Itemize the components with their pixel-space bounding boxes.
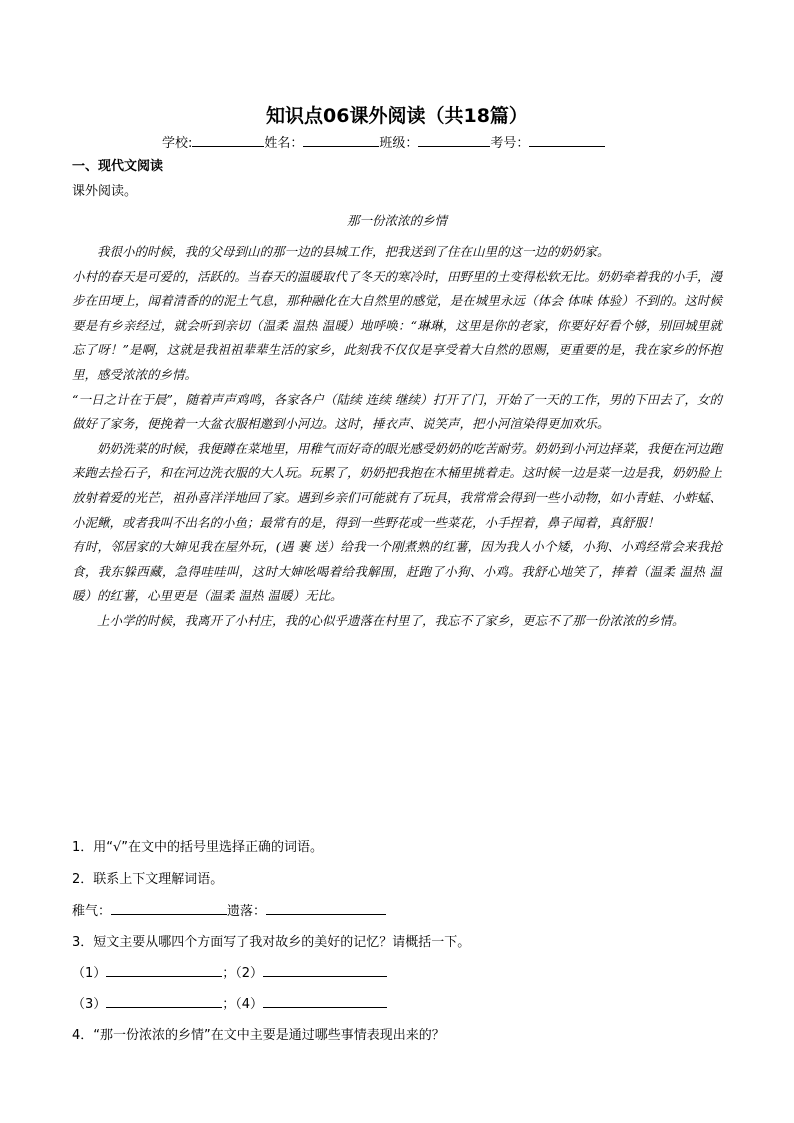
question-2-answers xyxy=(72,900,386,919)
q3-item2-label: ；（2） xyxy=(222,966,264,981)
exam-number-label: 考号： xyxy=(490,136,530,151)
story-paragraph: 小村的春天是可爱的，活跃的。当春天的温暖取代了冬天的寒冷时，田野里的土变得松软无比。奶奶牵着我的小手，漫步在田埂上，闻着清香的的泥土气息，那种融化在大自然里的感觉，是在城里永远（体会 体味 体验）不到的。这时候要是有乡亲经过，就会听到亲切（温柔 温热 温暖）地呼唤：“琳琳，这里是你的老家，你要好好看个够，别回城里就忘了呀！”是啊，这就是我祖祖辈辈生活的家乡，此刻我不仅仅是享受着大自然的恩赐，更重要的是，我在家乡的怀抱里，感受浓浓的乡情。 xyxy=(72,268,723,382)
q3-item4-label: ；（4） xyxy=(222,997,264,1012)
q3-item4-blank[interactable] xyxy=(263,995,387,1008)
q3-item2-blank[interactable] xyxy=(263,964,387,977)
q2-word2-blank[interactable] xyxy=(266,902,386,915)
name-label: 姓名： xyxy=(264,136,304,151)
question-3-answers-row2 xyxy=(72,993,387,1012)
question-2: 2．联系上下文理解词语。 xyxy=(72,872,224,887)
exam-number-blank[interactable] xyxy=(529,134,605,147)
question-4: 4．“那一份浓浓的乡情”在文中主要是通过哪些事情表现出来的？ xyxy=(72,1028,445,1043)
section-intro: 课外阅读。 xyxy=(72,184,138,199)
question-3-answers-row1 xyxy=(72,962,387,981)
school-blank[interactable] xyxy=(192,134,264,147)
class-blank[interactable] xyxy=(418,134,490,147)
q2-word1-label: 稚气： xyxy=(72,904,112,919)
question-1: 1．用“√”在文中的括号里选择正确的词语。 xyxy=(72,840,324,855)
story-paragraph: 我很小的时候，我的父母到山的那一边的县城工作，把我送到了住在山里的这一边的奶奶家。 xyxy=(97,244,610,259)
q3-item1-blank[interactable] xyxy=(106,964,222,977)
story-title: 那一份浓浓的乡情 xyxy=(346,213,447,228)
story-paragraph: 上小学的时候，我离开了小村庄，我的心似乎遗落在村里了，我忘不了家乡，更忘不了那一份浓浓的乡情。 xyxy=(97,612,685,628)
q2-word2-label: 遗落： xyxy=(227,904,267,919)
q3-item3-label: （3） xyxy=(72,997,107,1012)
story-paragraph: “一日之计在于晨”，随着声声鸡鸣，各家各户（陆续 连续 继续）打开了门，开始了一天的工作，男的下田去了，女的做好了家务，便挽着一大盆衣服相邀到小河边。这时，捶衣声、说笑声，把小河渲染得更加欢乐。 xyxy=(72,391,722,432)
q3-item1-label: （1） xyxy=(72,966,107,981)
story-paragraph: 有时，邻居家的大婶见我在屋外玩，(遇 裹 送）给我一个刚煮熟的红薯，因为我人小个矮，小狗、小鸡经常会来我抢食，我东躲西藏，急得哇哇叫，这时大婶吆喝着给我解围，赶跑了小狗、小鸡。我舒心地笑了，捧着（温柔 温热 温暖）的红薯，心里更是（温柔 温热 温暖）无比。 xyxy=(72,539,722,604)
section-heading: 一、现代文阅读 xyxy=(72,159,164,174)
school-label: 学校: xyxy=(162,136,193,151)
student-info-row xyxy=(162,132,605,151)
story-body xyxy=(72,240,722,634)
q2-word1-blank[interactable] xyxy=(111,902,227,915)
q3-item3-blank[interactable] xyxy=(106,995,222,1008)
class-label: 班级： xyxy=(379,136,419,151)
page-title: 知识点06课外阅读（共18篇） xyxy=(266,105,528,127)
name-blank[interactable] xyxy=(303,134,379,147)
story-paragraph: 奶奶洗菜的时候，我便蹲在菜地里，用稚气而好奇的眼光感受奶奶的吃苦耐劳。奶奶到小河边择菜，我便在河边跑来跑去捡石子，和在河边洗衣服的大人玩。玩累了，奶奶把我抱在木桶里挑着走。这时候一边是菜一边是我，奶奶脸上放射着爱的光芒，祖孙喜洋洋地回了家。遇到乡亲们可能就有了玩具，我常常会得到一些小动物，如小青蛙、小蚱蜢、小泥鳅，或者我叫不出名的小鱼；最常有的是，得到一些野花或一些菜花，小手捏着，鼻子闻着，真舒服！ xyxy=(72,440,723,530)
question-3: 3．短文主要从哪四个方面写了我对故乡的美好的记忆？请概括一下。 xyxy=(72,935,471,950)
